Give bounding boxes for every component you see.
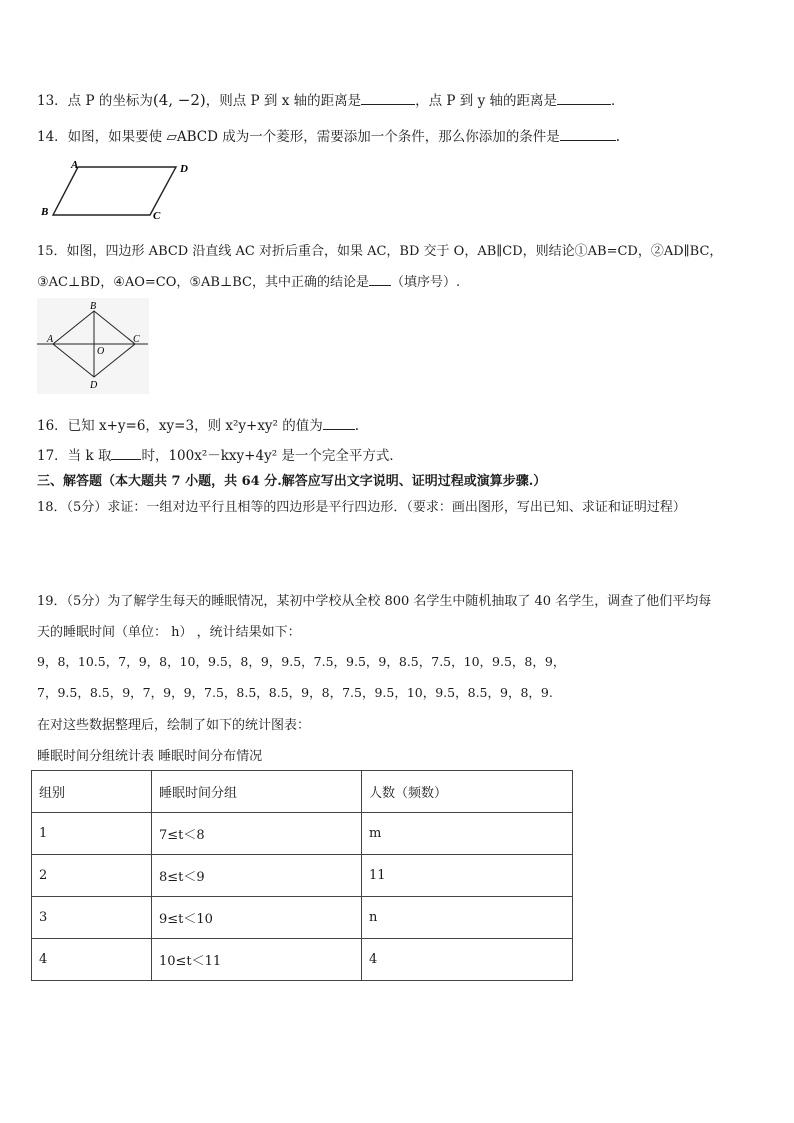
table-cell: 4: [32, 939, 152, 981]
q19-text: 在对这些数据整理后，绘制了如下的统计图表：: [37, 718, 311, 733]
question-19-line1: [37, 590, 711, 609]
q15-text: 15．如图，四边形 ABCD 沿直线 AC 对折后重合，如果 AC，BD 交于 O，AB∥CD，则结论①AB=CD，②AD∥BC，: [37, 244, 723, 259]
table-row: [32, 855, 573, 897]
question-17: [37, 444, 403, 464]
label-A: A: [71, 159, 79, 171]
question-18: [37, 496, 686, 515]
label-B: B: [41, 206, 49, 218]
q17-suffix: 时，100x²－kxy+4y² 是一个完全平方式．: [141, 448, 403, 464]
data-values: 9，8，10.5，7，9，8，10，9.5，8，9，9.5，7.5，9.5，9，8.5，7.5，10，9.5，8，9，: [37, 654, 566, 669]
section-3-heading: [37, 470, 546, 489]
section-title: 三、解答题: [37, 474, 103, 489]
label-B: B: [90, 301, 97, 312]
answer-blank: [323, 417, 355, 430]
table-cell: 2: [32, 855, 152, 897]
label-O: O: [97, 346, 105, 357]
q13-mid2: ，点 P 到 y 轴的距离是: [415, 93, 558, 109]
table-cell: 10≤t＜11: [152, 939, 362, 981]
table-cell: 11: [362, 855, 573, 897]
data-line-2: [37, 683, 553, 701]
table-row: [32, 897, 573, 939]
rhombus-figure: [37, 298, 149, 394]
table-cell: 3: [32, 897, 152, 939]
q15-text: ③AC⊥BD，④AO=CO，⑤AB⊥BC，其中正确的结论是: [37, 275, 369, 290]
q16-suffix: .: [354, 418, 360, 434]
q19-text: 19．（5分）为了解学生每天的睡眠情况，某初中学校从全校 800 名学生中随机抽取了 40 名学生，调查了他们平均每: [37, 594, 712, 609]
q13-coordinate: (4, −2): [152, 91, 206, 109]
parallelogram-symbol: ▱: [166, 129, 177, 145]
table-cell: 7≤t＜8: [152, 813, 362, 855]
q13-suffix: ．: [611, 93, 625, 109]
question-19-line2: [37, 621, 301, 640]
parallelogram-shape: [53, 167, 176, 215]
question-13: [37, 89, 625, 109]
table-row: [32, 813, 573, 855]
label-C: C: [133, 334, 140, 345]
q19-text: 天的睡眠时间（单位： h） ，统计结果如下：: [37, 625, 301, 640]
table-cell: 9≤t＜10: [152, 897, 362, 939]
answer-blank: [369, 273, 391, 286]
q17-prefix: 17．当 k 取: [37, 448, 112, 464]
q14-text: ABCD 成为一个菱形，需要添加一个条件，那么你添加的条件是: [176, 129, 560, 145]
q15-suffix: （填序号）.: [390, 275, 461, 290]
label-C: C: [153, 210, 161, 222]
q13-mid: ，则点 P 到 x 轴的距离是: [205, 93, 362, 109]
table-cell: 4: [362, 939, 573, 981]
answer-blank: [111, 447, 141, 460]
header-cell: 组别: [32, 771, 152, 813]
answer-blank: [361, 92, 415, 105]
question-16: [37, 414, 359, 434]
table-caption: 睡眠时间分组统计表 睡眠时间分布情况: [37, 749, 263, 764]
label-D: D: [90, 380, 98, 391]
table-cell: n: [362, 897, 573, 939]
label-D: D: [180, 163, 188, 175]
header-cell: 睡眠时间分组: [152, 771, 362, 813]
label-A: A: [47, 334, 54, 345]
parallelogram-figure: [38, 158, 198, 222]
question-15-line1: [37, 240, 722, 259]
answer-blank: [557, 92, 611, 105]
table-cell: 8≤t＜9: [152, 855, 362, 897]
q18-text: 18．（5分）求证：一组对边平行且相等的四边形是平行四边形．（要求：画出图形，写出已知、求证和证明过程）: [37, 500, 686, 515]
q13-prefix: 13．点 P 的坐标为: [37, 93, 153, 109]
data-line-1: [37, 652, 565, 670]
question-14: [37, 125, 620, 145]
q14-prefix: 14．如图，如果要使: [37, 129, 167, 145]
q14-suffix: .: [615, 129, 621, 145]
data-values: 7，9.5，8.5，9，7，9，9，7.5，8.5，8.5，9，8，7.5，9.5，10，9.5，8.5，9，8，9.: [37, 685, 553, 700]
table-cell: 1: [32, 813, 152, 855]
sleep-time-table: [31, 770, 573, 981]
question-19-after: [37, 714, 310, 733]
table-header-row: [32, 771, 573, 813]
table-title: [37, 745, 262, 764]
answer-blank: [560, 128, 616, 141]
question-15-line2: [37, 271, 460, 290]
q16-text: 16．已知 x+y=6，xy=3，则 x²y+xy² 的值为: [37, 418, 323, 434]
table-row: [32, 939, 573, 981]
header-cell: 人数（频数）: [362, 771, 573, 813]
table-cell: m: [362, 813, 573, 855]
section-description: （本大题共 7 小题，共 64 分.解答应写出文字说明、证明过程或演算步骤.）: [102, 474, 547, 489]
